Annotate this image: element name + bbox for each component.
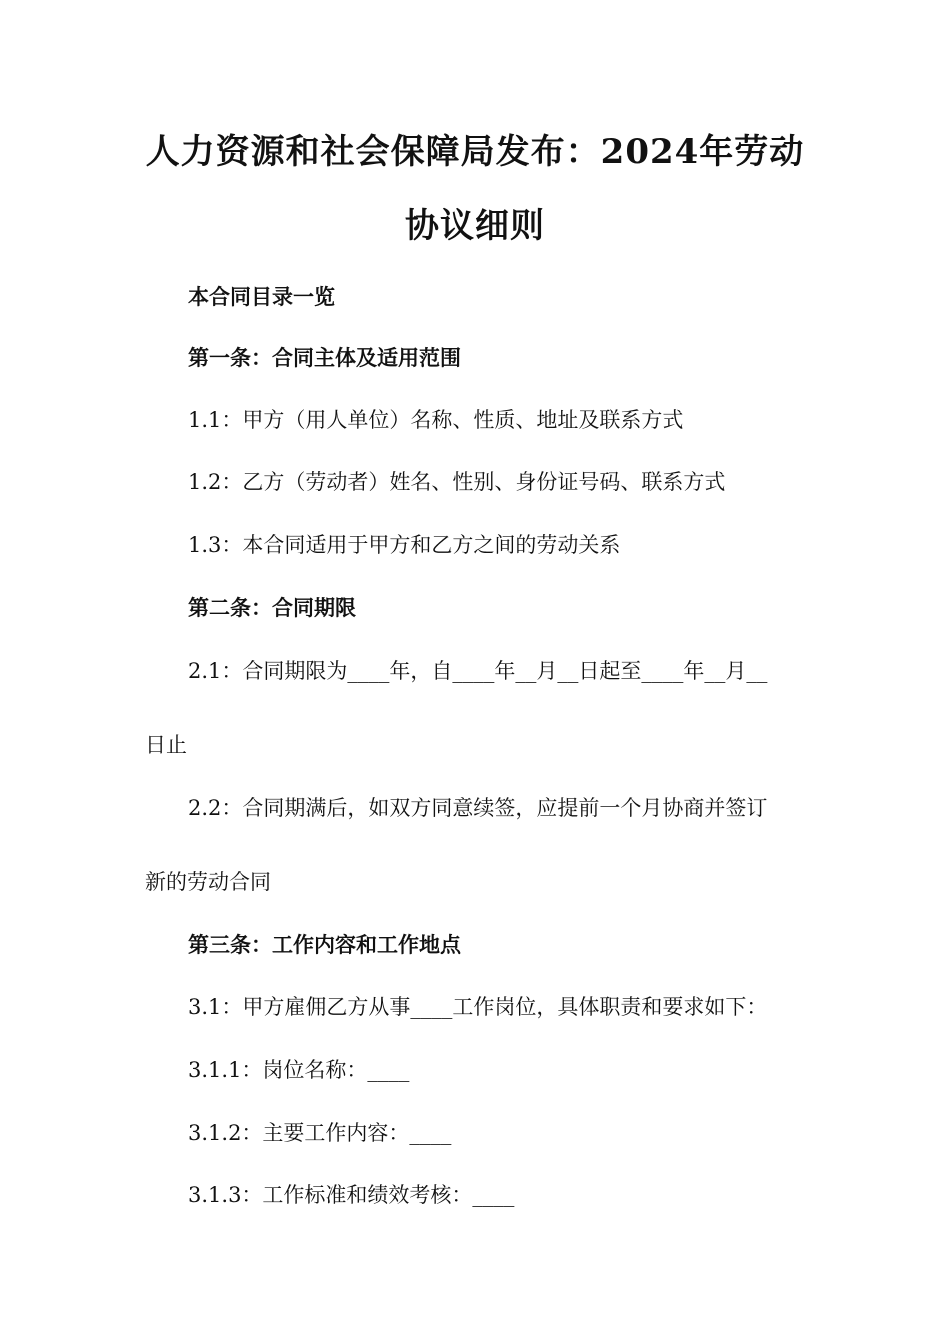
- clause-2-2-continuation: 新的劳动合同: [145, 870, 271, 894]
- document-title-line-1: 人力资源和社会保障局发布：2024年劳动: [145, 132, 805, 172]
- clause-3-1-1: 3.1.1：岗位名称：____: [188, 1058, 410, 1082]
- toc-heading: 本合同目录一览: [188, 284, 335, 309]
- clause-2-1: 2.1：合同期限为____年，自____年__月__日起至____年__月__: [188, 659, 768, 683]
- article-1-heading: 第一条：合同主体及适用范围: [188, 345, 461, 370]
- clause-3-1-3: 3.1.3：工作标准和绩效考核：____: [188, 1183, 515, 1207]
- article-2-heading: 第二条：合同期限: [188, 595, 356, 620]
- clause-1-1: 1.1：甲方（用人单位）名称、性质、地址及联系方式: [188, 408, 684, 432]
- clause-3-1: 3.1：甲方雇佣乙方从事____工作岗位，具体职责和要求如下：: [188, 995, 768, 1019]
- article-3-heading: 第三条：工作内容和工作地点: [188, 932, 461, 957]
- clause-3-1-2: 3.1.2：主要工作内容：____: [188, 1121, 452, 1145]
- clause-2-2: 2.2：合同期满后，如双方同意续签，应提前一个月协商并签订: [188, 796, 768, 820]
- document-title-line-2: 协议细则: [405, 206, 545, 246]
- clause-1-3: 1.3：本合同适用于甲方和乙方之间的劳动关系: [188, 533, 621, 557]
- clause-1-2: 1.2：乙方（劳动者）姓名、性别、身份证号码、联系方式: [188, 470, 726, 494]
- clause-2-1-continuation: 日止: [145, 733, 187, 757]
